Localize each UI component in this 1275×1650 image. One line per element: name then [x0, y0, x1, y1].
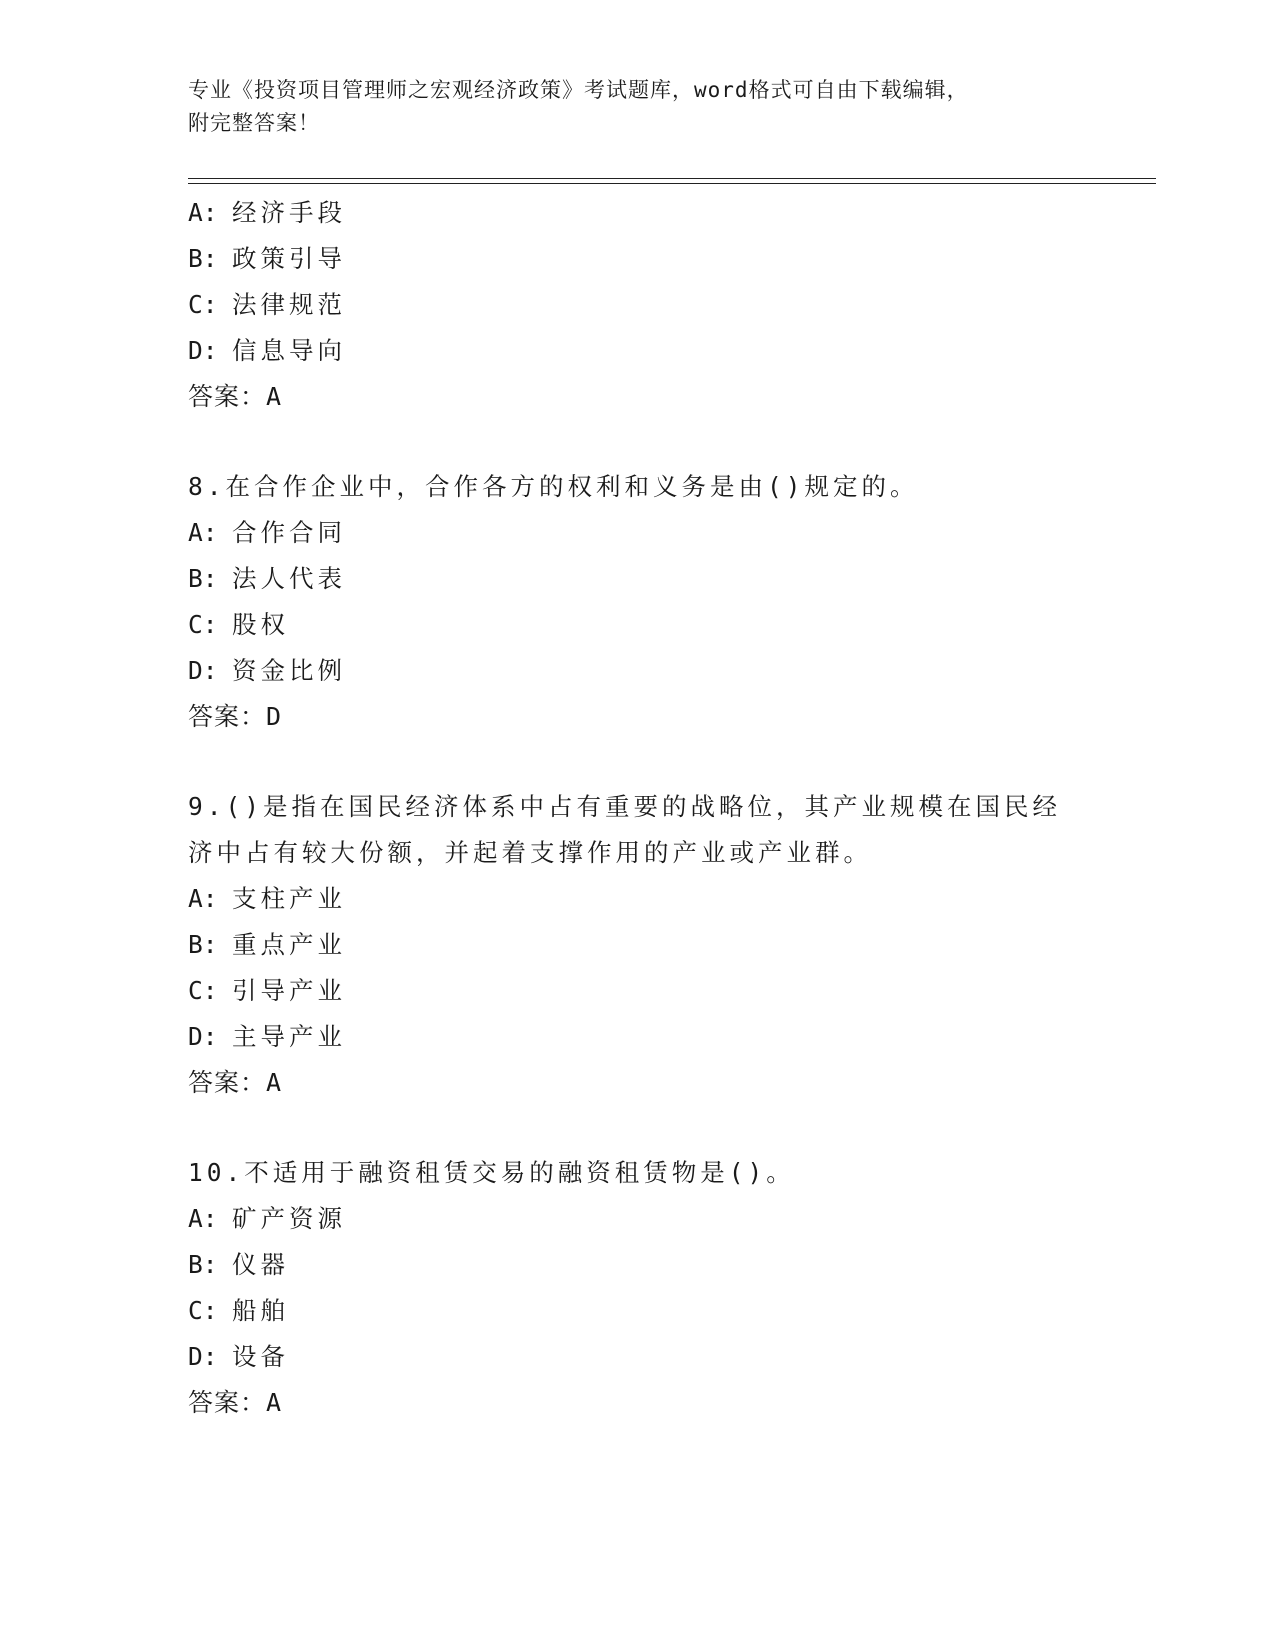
question-7 [188, 190, 1088, 420]
header-divider-top [188, 178, 1156, 179]
header-divider-bottom [188, 183, 1156, 184]
option-a: A: 矿产资源 [188, 1204, 346, 1233]
option-d: D: 主导产业 [188, 1022, 346, 1051]
option-c: C: 船舶 [188, 1296, 289, 1325]
option-d: D: 设备 [188, 1342, 289, 1371]
question-stem-line-1: 9.()是指在国民经济体系中占有重要的战略位，其产业规模在国民经 [188, 792, 1061, 821]
answer-line: 答案：A [188, 1068, 283, 1097]
answer-line: 答案：D [188, 702, 283, 731]
header-line-2: 附完整答案！ [188, 111, 320, 135]
answer-line: 答案：A [188, 1388, 283, 1417]
option-b: B: 重点产业 [188, 930, 346, 959]
header-line-1: 专业《投资项目管理师之宏观经济政策》考试题库，word格式可自由下载编辑， [188, 78, 969, 102]
question-stem: 8.在合作企业中，合作各方的权利和义务是由()规定的。 [188, 472, 919, 501]
document-header [188, 74, 1068, 140]
option-c: C: 引导产业 [188, 976, 346, 1005]
option-d: D: 资金比例 [188, 656, 346, 685]
answer-line: 答案：A [188, 382, 283, 411]
option-a: A: 支柱产业 [188, 884, 346, 913]
question-list [188, 190, 1088, 1426]
question-10 [188, 1150, 1088, 1426]
option-b: B: 法人代表 [188, 564, 346, 593]
option-a: A: 合作合同 [188, 518, 346, 547]
question-8 [188, 464, 1088, 740]
option-d: D: 信息导向 [188, 336, 346, 365]
question-stem: 10.不适用于融资租赁交易的融资租赁物是()。 [188, 1158, 795, 1187]
option-c: C: 股权 [188, 610, 289, 639]
question-stem-line-2: 济中占有较大份额，并起着支撑作用的产业或产业群。 [188, 838, 872, 867]
question-9 [188, 784, 1088, 1106]
option-b: B: 仪器 [188, 1250, 289, 1279]
option-a: A: 经济手段 [188, 198, 346, 227]
option-b: B: 政策引导 [188, 244, 346, 273]
option-c: C: 法律规范 [188, 290, 346, 319]
